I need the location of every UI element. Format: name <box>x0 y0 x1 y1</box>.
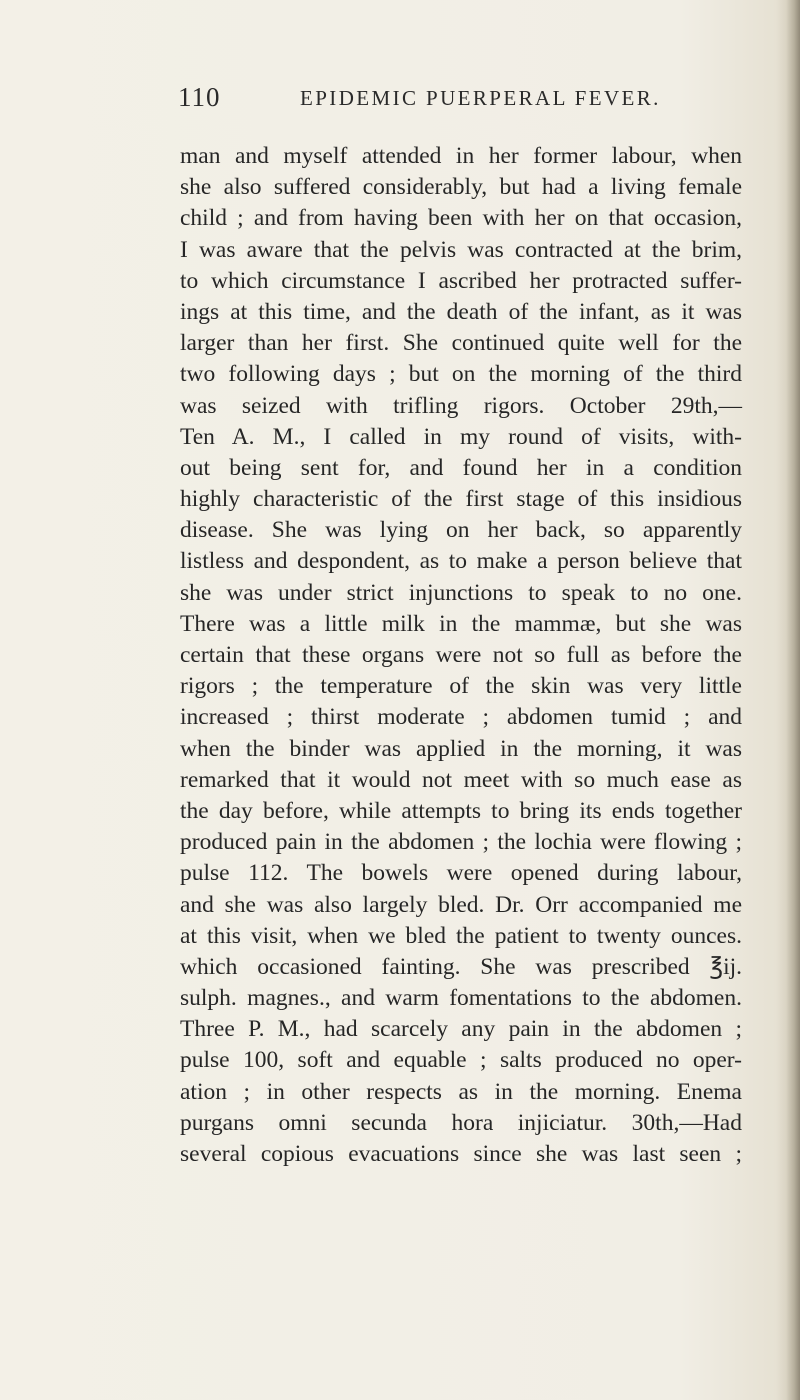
text-line: she also suffered considerably, but had a living female <box>180 174 742 201</box>
text-line: pulse 112. The bowels were opened during labour, <box>180 860 742 887</box>
text-line: rigors ; the temperature of the skin was very little <box>180 673 742 700</box>
running-head <box>178 82 738 122</box>
page-edge-shadow <box>786 0 800 1400</box>
text-line: increased ; thirst moderate ; abdomen tumid ; and <box>180 704 742 731</box>
text-line: pulse 100, soft and equable ; salts produced no oper- <box>180 1047 742 1074</box>
text-line: the day before, while attempts to bring its ends together <box>180 797 742 824</box>
text-line: and she was also largely bled. Dr. Orr accompanied me <box>180 891 742 918</box>
body-text <box>180 141 742 1170</box>
text-line: she was under strict injunctions to speak to no one. <box>180 579 742 606</box>
text-line: sulph. magnes., and warm fomentations to the abdomen. <box>180 985 742 1012</box>
text-line: larger than her first. She continued quite well for the <box>180 330 742 357</box>
text-line: ation ; in other respects as in the morning. Enema <box>180 1078 742 1105</box>
text-line: There was a little milk in the mammæ, but she was <box>180 610 742 637</box>
text-line: certain that these organs were not so full as before the <box>180 642 742 668</box>
text-line: child ; and from having been with her on that occasion, <box>180 205 742 232</box>
text-line: ings at this time, and the death of the infant, as it was <box>180 298 742 325</box>
text-line: purgans omni secunda hora injiciatur. 30th,—Had <box>180 1109 742 1136</box>
text-line: remarked that it would not meet with so much ease as <box>180 766 742 793</box>
text-line: Three P. M., had scarcely any pain in the abdomen ; <box>180 1016 742 1043</box>
text-line: Ten A. M., I called in my round of visits, with- <box>180 423 742 450</box>
text-line: out being sent for, and found her in a condition <box>180 454 742 481</box>
text-line: listless and despondent, as to make a person believe that <box>180 548 742 575</box>
text-line: at this visit, when we bled the patient to twenty ounces. <box>180 922 742 949</box>
text-line: which occasioned fainting. She was prescribed ℥ij. <box>180 953 742 980</box>
text-line: man and myself attended in her former labour, when <box>180 143 742 169</box>
running-title: EPIDEMIC PUERPERAL FEVER. <box>300 86 661 110</box>
page-number: 110 <box>178 82 221 112</box>
text-line: highly characteristic of the first stage of this insidious <box>180 486 742 513</box>
text-line: I was aware that the pelvis was contracted at the brim, <box>180 236 742 263</box>
text-line: two following days ; but on the morning of the third <box>180 361 742 388</box>
text-line: when the binder was applied in the morning, it was <box>180 735 742 762</box>
text-line: was seized with trifling rigors. October 29th,— <box>180 392 742 419</box>
text-line: several copious evacuations since she was last seen ; <box>180 1141 742 1167</box>
text-line: produced pain in the abdomen ; the lochia were flowing ; <box>180 829 742 856</box>
text-line: disease. She was lying on her back, so apparently <box>180 517 742 544</box>
text-line: to which circumstance I ascribed her protracted suffer- <box>180 267 742 294</box>
